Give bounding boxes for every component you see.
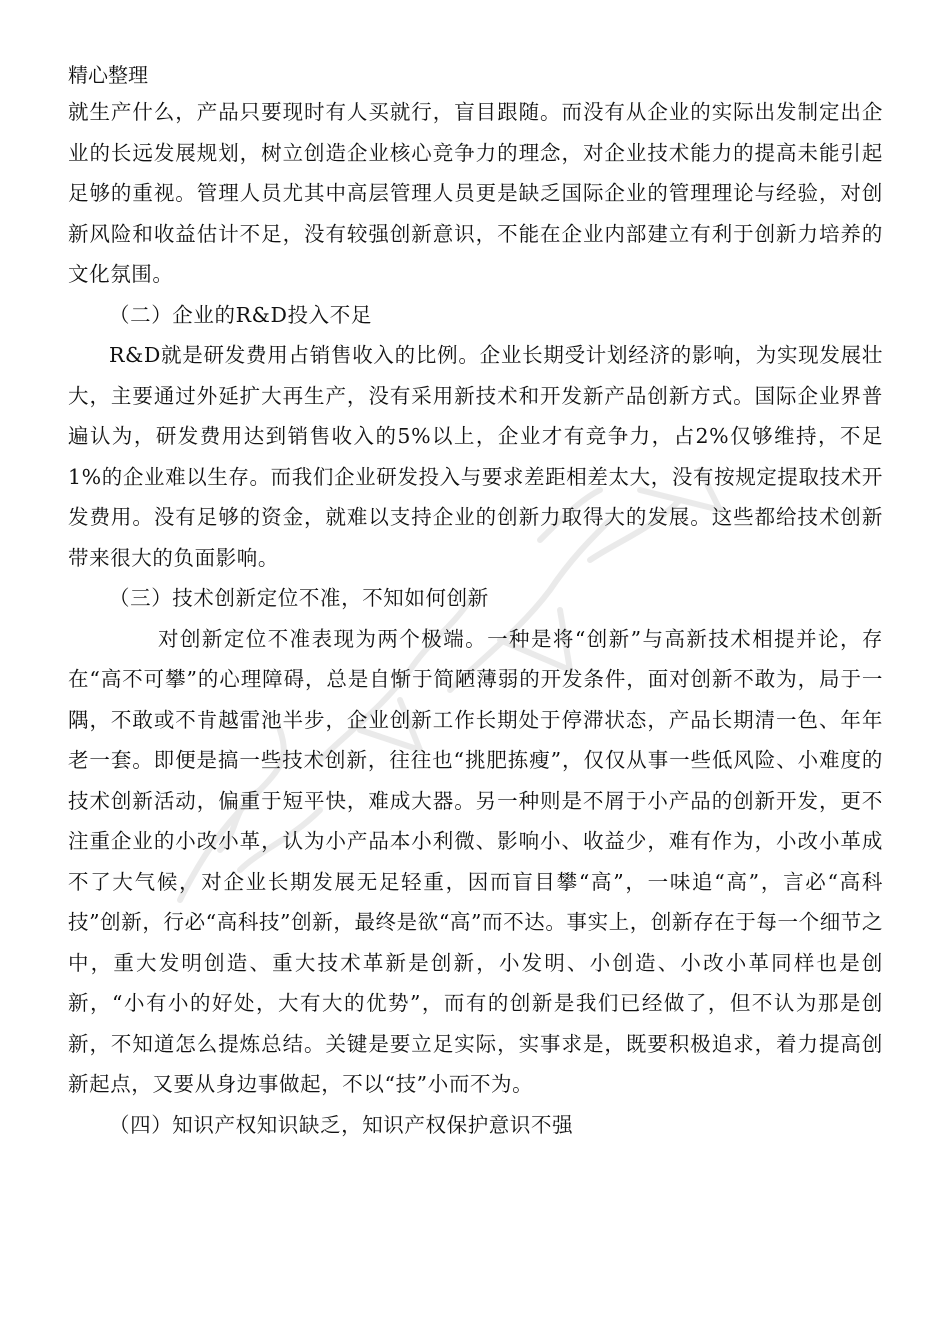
page-header: 精心整理 xyxy=(68,63,148,87)
section-heading-2: （二）企业的R&D投入不足 xyxy=(109,302,372,327)
section-heading-3: （三）技术创新定位不准，不知如何创新 xyxy=(109,586,489,610)
section-heading-4: （四）知识产权知识缺乏，知识产权保护意识不强 xyxy=(109,1112,574,1137)
document-body xyxy=(68,92,883,1145)
paragraph-2: R&D就是研发费用占销售收入的比例。企业长期受计划经济的影响，为实现发展壮大，主要通过外延扩大再生产，没有采用新技术和开发新产品创新方式。国际企业界普遍认为，研发费用达到销售收入的5%以上，企业才有竞争力，占2%仅够维持，不足1%的企业难以生存。而我们企业研发投入与要求差距相差太大，没有按规定提取技术开发费用。没有足够的资金，就难以支持企业的创新力取得大的发展。这些都给技术创新带来很大的负面影响。 xyxy=(68,343,883,570)
paragraph-3: 对创新定位不准表现为两个极端。一种是将“创新”与高新技术相提并论，存在“高不可攀”的心理障碍，总是自惭于简陋薄弱的开发条件，面对创新不敢为，局于一隅，不敢或不肯越雷池半步，企业创新工作长期处于停滞状态，产品长期清一色、年年老一套。即便是搞一些技术创新，往往也“挑肥拣瘦”，仅仅从事一些低风险、小难度的技术创新活动，偏重于短平快，难成大器。另一种则是不屑于小产品的创新开发，更不注重企业的小改小革，认为小产品本小利微、影响小、收益少，难有作为，小改小革成不了大气候，对企业长期发展无足轻重，因而盲目攀“高”，一味追“高”，言必“高科技”创新，行必“高科技”创新，最终是欲“高”而不达。事实上，创新存在于每一个细节之中，重大发明创造、重大技术革新是创新，小发明、小创造、小改小革同样也是创新，“小有小的好处，大有大的优势”，而有的创新是我们已经做了，但不认为那是创新，不知道怎么提炼总结。关键是要立足实际，实事求是，既要积极追求，着力提高创新起点，又要从身边事做起，不以“技”小而不为。 xyxy=(68,626,883,1096)
paragraph-1: 就生产什么，产品只要现时有人买就行，盲目跟随。而没有从企业的实际出发制定出企业的长远发展规划，树立创造企业核心竞争力的理念，对企业技术能力的提高未能引起足够的重视。管理人员尤其中高层管理人员更是缺乏国际企业的管理理论与经验，对创新风险和收益估计不足，没有较强创新意识，不能在企业内部建立有利于创新力培养的文化氛围。 xyxy=(68,100,883,286)
